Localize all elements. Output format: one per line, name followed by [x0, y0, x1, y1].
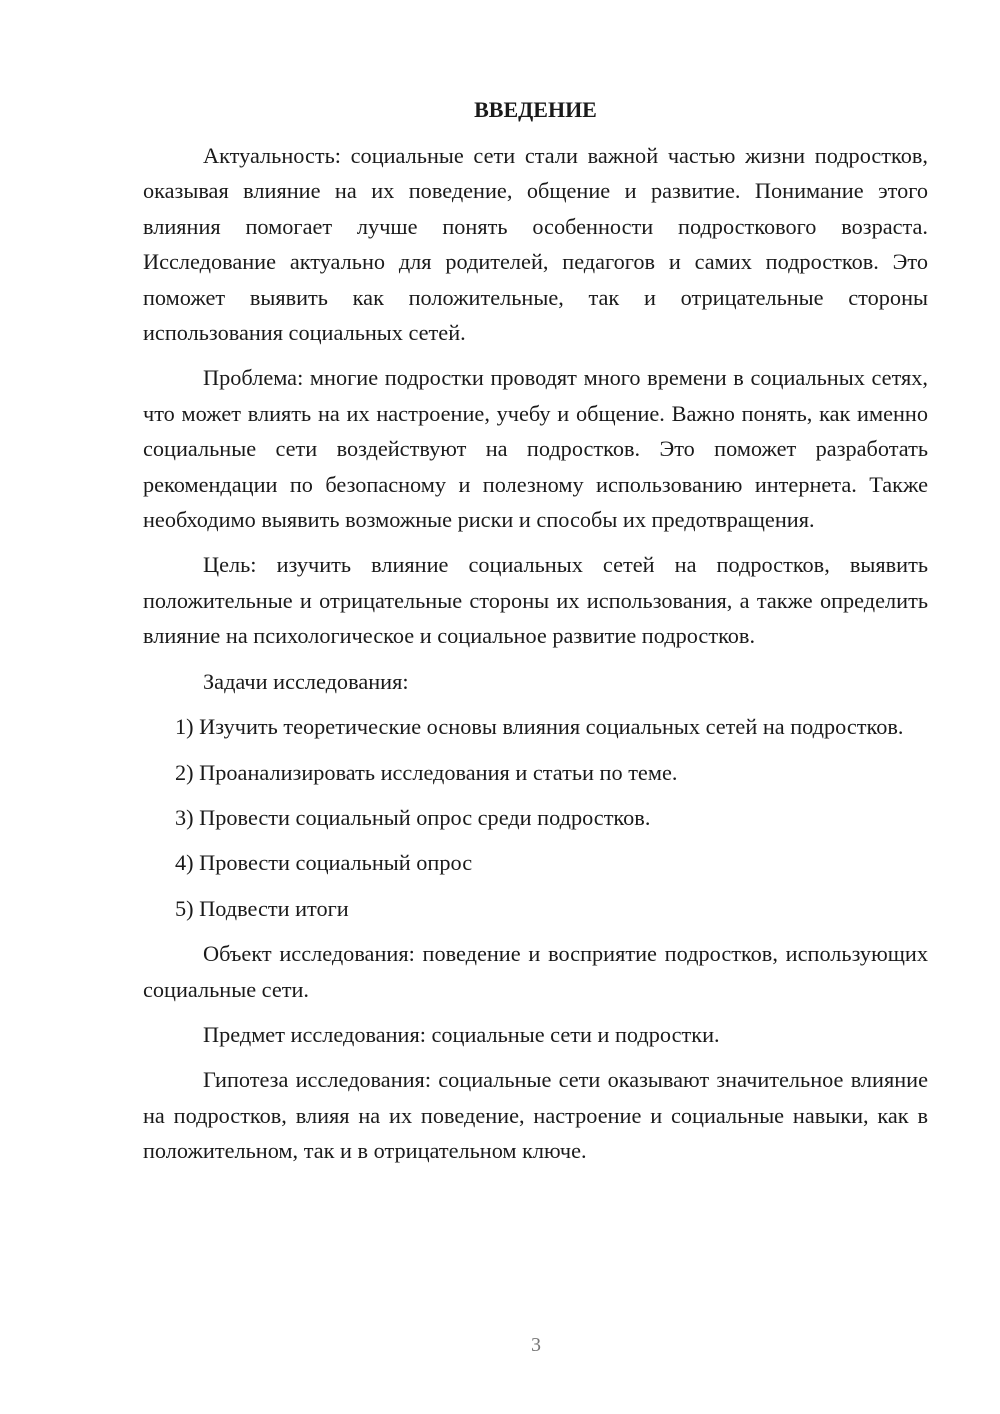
- problem-paragraph: Проблема: многие подростки проводят много времени в социальных сетях, что может влиять на их настроение, учебу и общение. Важно понять, как именно социальные сети воздействуют на подростков. Это поможет разработать рекомендации по безопасному и полезному использованию интернета. Также необходимо выявить возможные риски и способы их предотвращения.: [143, 365, 928, 533]
- section-title: ВВЕДЕНИЕ: [474, 97, 597, 122]
- document-page: [143, 94, 928, 1179]
- object-paragraph: Объект исследования: поведение и восприятие подростков, использующих социальные сети.: [143, 941, 928, 1002]
- goal-paragraph: Цель: изучить влияние социальных сетей на подростков, выявить положительные и отрицательные стороны их использования, а также определить влияние на психологическое и социальное развитие подростков.: [143, 552, 928, 649]
- task-item: 1) Изучить теоретические основы влияния социальных сетей на подростков.: [175, 714, 904, 740]
- subject-paragraph: Предмет исследования: социальные сети и подростки.: [203, 1021, 720, 1047]
- task-item: 5) Подвести итоги: [175, 895, 349, 921]
- tasks-heading: Задачи исследования:: [203, 668, 409, 694]
- task-item: 4) Провести социальный опрос: [175, 850, 473, 876]
- page-number: 3: [531, 1334, 541, 1356]
- hypothesis-paragraph: Гипотеза исследования: социальные сети оказывают значительное влияние на подростков, влияя на их поведение, настроение и социальные навыки, как в положительном, так и в отрицательном ключе.: [143, 1067, 928, 1164]
- task-item: 3) Провести социальный опрос среди подростков.: [175, 804, 651, 830]
- task-item: 2) Проанализировать исследования и статьи по теме.: [175, 759, 678, 785]
- relevance-paragraph: Актуальность: социальные сети стали важной частью жизни подростков, оказывая влияние на их поведение, общение и развитие. Понимание этого влияния помогает лучше понять особенности подросткового возраста. Исследование актуально для родителей, педагогов и самих подростков. Это поможет выявить как положительные, так и отрицательные стороны использования социальных сетей.: [143, 143, 928, 346]
